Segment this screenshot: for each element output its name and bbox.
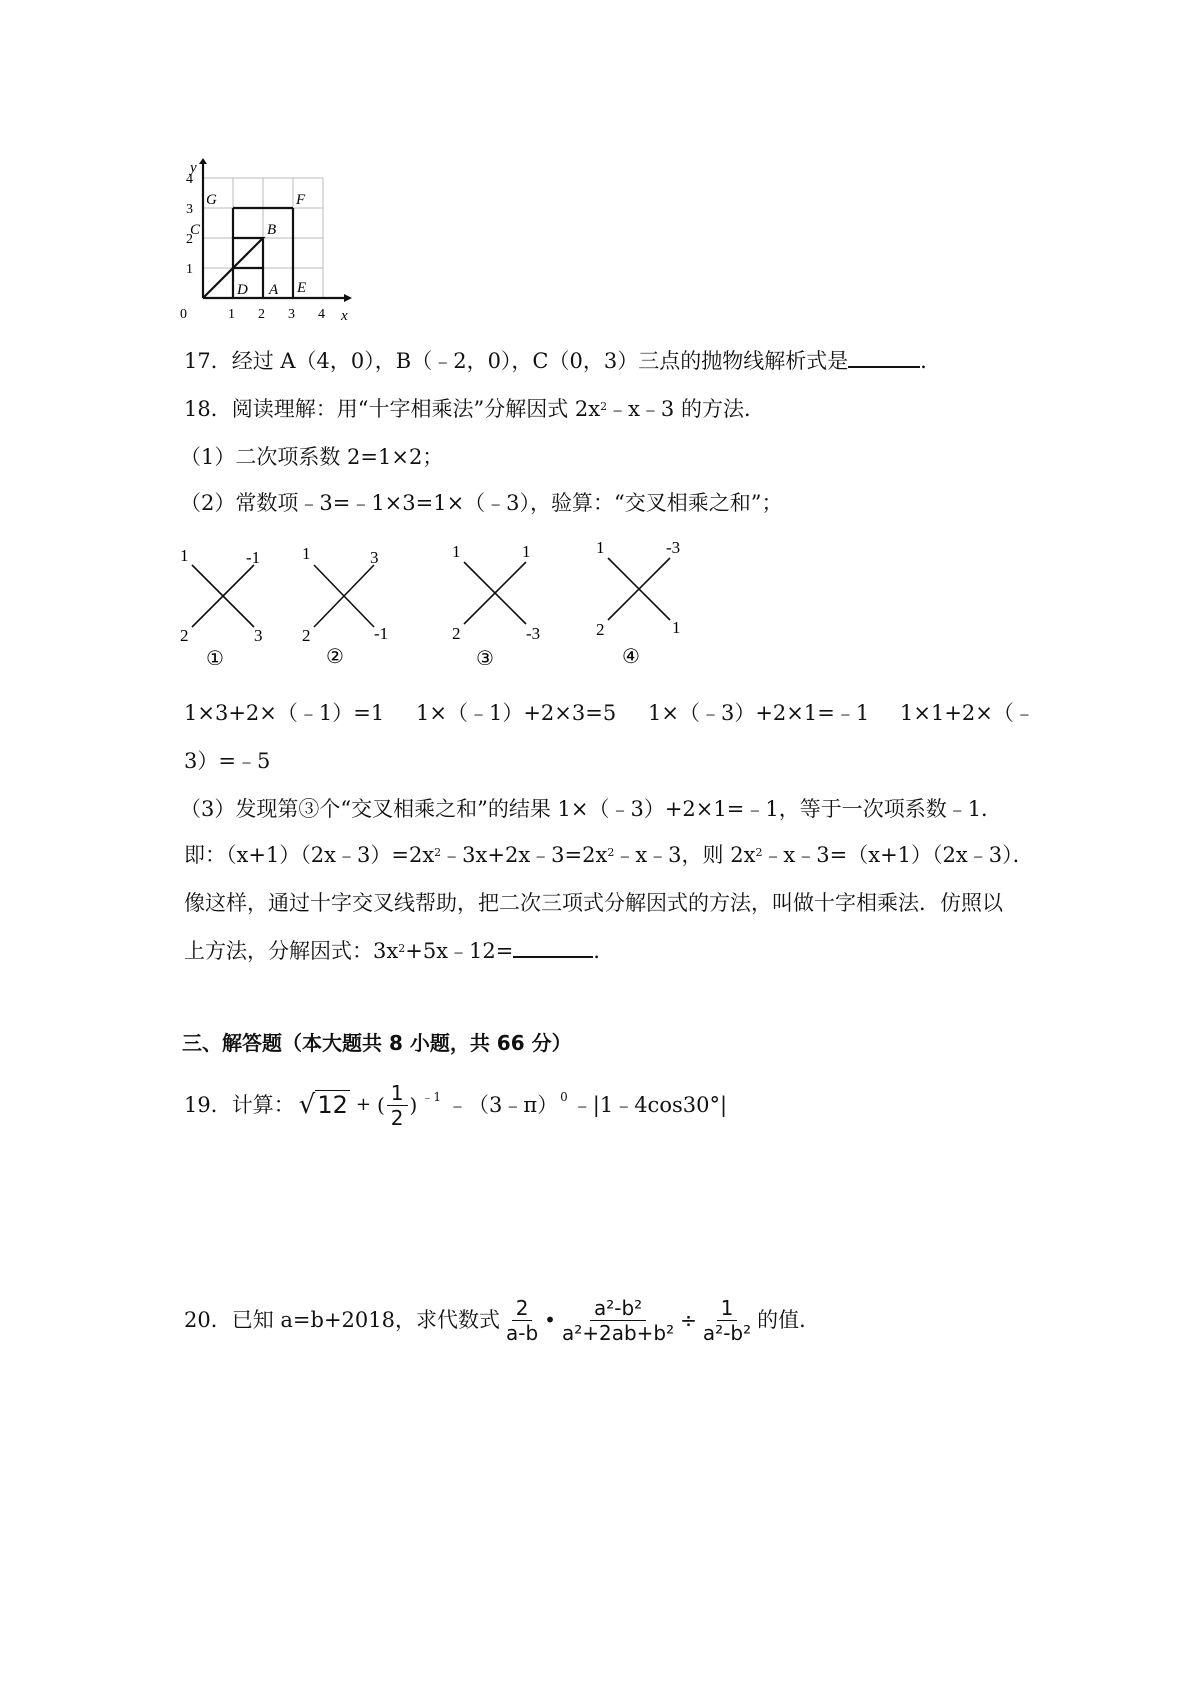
coordinate-grid-figure (176, 158, 356, 328)
question-18-step3: （3）发现第③个“交叉相乘之和”的结果 1×（﹣3）+2×1=﹣1，等于一次项系数﹣1． (180, 797, 1003, 821)
x-tick: 3 (288, 307, 295, 322)
cross-4-label: ④ (622, 646, 640, 665)
question-19-prefix: 19．计算： (184, 1093, 295, 1117)
fraction-one-half: $\frac{1}{2}$ (387, 1081, 408, 1130)
cross-3-bl: 2 (452, 624, 461, 643)
cross-2-label: ② (326, 646, 344, 665)
cross-1-tl: 1 (180, 546, 189, 565)
cross-3-label: ③ (476, 648, 494, 665)
cross-2-tr: 3 (370, 548, 379, 567)
cross-3-tr: 1 (522, 542, 531, 561)
cross-2-tl: 1 (302, 544, 311, 563)
cross-3-br: -3 (526, 624, 541, 643)
cross-4-tl: 1 (596, 538, 605, 557)
cross-4-tr: -3 (666, 538, 681, 557)
point-label: C (190, 222, 201, 238)
cross-1-label: ① (206, 648, 224, 665)
fraction-difference-of-squares: $\frac{\text{a²-b²}}{\text{a²+2ab+b²}}$ (561, 1295, 675, 1345)
question-18-step1: （1）二次项系数 2=1×2； (180, 445, 444, 469)
question-17: 17．经过 A（4，0），B（﹣2，0），C（0，3）三点的抛物线解析式是 ． (184, 349, 942, 373)
y-tick: 3 (186, 202, 193, 217)
question-18-explanation: 像这样，通过十字交叉线帮助，把二次三项式分解因式的方法，叫做十字相乘法．仿照以 (184, 891, 1003, 915)
x-tick: 1 (228, 307, 235, 322)
cross-sum-4: 1×1+2×（﹣ (900, 701, 1035, 725)
question-19: 19．计算： √12 + ( $\frac{1}{2}$ ) $^{﹣1}$ ﹣（3﹣π） $^0$ ﹣|1﹣4cos30°| (184, 1080, 728, 1130)
point-label: E (297, 280, 307, 296)
y-tick: 1 (186, 262, 193, 277)
fraction-2-over-a-minus-b: $\frac{2}{a-b}$ (506, 1295, 539, 1345)
question-18-result: 即：$(x+1)(2x﹣3)=2x^2﹣3x+2x﹣3=2x^2﹣x﹣3$，则 $2x^2﹣x﹣3=(x+1)(2x﹣3)$． (184, 843, 1034, 867)
question-18-step2: （2）常数项﹣3=﹣1×3=1×（﹣3），验算：“交叉相乘之和”； (180, 491, 783, 515)
cross-1-bl: 2 (180, 626, 189, 645)
cross-sum-4-continued: 3）=﹣5 (184, 749, 271, 773)
cross-multiplication-diagrams (176, 535, 736, 665)
cross-1-br: 3 (254, 626, 263, 645)
cross-2-br: -1 (374, 624, 389, 643)
cross-3-tl: 1 (452, 542, 461, 561)
y-tick: 4 (186, 172, 193, 187)
x-tick: 4 (318, 307, 325, 322)
answer-blank (513, 938, 593, 958)
x-tick: 0 (180, 307, 187, 322)
y-axis-label: y (190, 160, 197, 176)
cross-sum-1: 1×3+2×（﹣1）=1 (184, 701, 385, 725)
question-20: 20．已知 a=b+2018，求代数式 $\frac{2}{a-b}$ • $\frac{\text{a²-b²}}{\text{a²+2ab+b²}}$ ÷ $\frac{1}{\text{a²-b²}}$ 的值． (184, 1295, 821, 1345)
cross-4-bl: 2 (596, 620, 605, 639)
question-18-intro: 18．阅读理解：用“十字相乘法”分解因式 $2x^2﹣x﹣3$ 的方法． (184, 397, 765, 421)
cross-2-bl: 2 (302, 626, 311, 645)
question-20-prefix: 20．已知 a=b+2018，求代数式 (184, 1308, 500, 1332)
sqrt-expression: √12 (298, 1090, 348, 1120)
section-3-heading: 三、解答题（本大题共 8 小题，共 66 分） (182, 1031, 572, 1055)
cross-4-br: 1 (672, 618, 681, 637)
x-axis-label: x (341, 308, 348, 324)
point-label: A (269, 282, 279, 298)
question-18-task: 上方法，分解因式：$3x^2+5x﹣12=$ ． (184, 939, 615, 963)
x-tick: 2 (258, 307, 265, 322)
cross-sum-2: 1×（﹣1）+2×3=5 (416, 701, 617, 725)
fraction-1-over-difference: $\frac{1}{\text{a²-b²}}$ (702, 1295, 752, 1345)
answer-blank (848, 348, 920, 368)
y-tick: 2 (186, 232, 193, 247)
point-label: F (296, 192, 306, 208)
cross-1-tr: -1 (246, 548, 261, 567)
point-label: B (267, 222, 277, 238)
point-label: G (206, 192, 217, 208)
point-label: D (237, 282, 248, 298)
question-17-text: 17．经过 A（4，0），B（﹣2，0），C（0，3）三点的抛物线解析式是 (184, 349, 849, 373)
cross-sum-3: 1×（﹣3）+2×1=﹣1 (648, 701, 870, 725)
